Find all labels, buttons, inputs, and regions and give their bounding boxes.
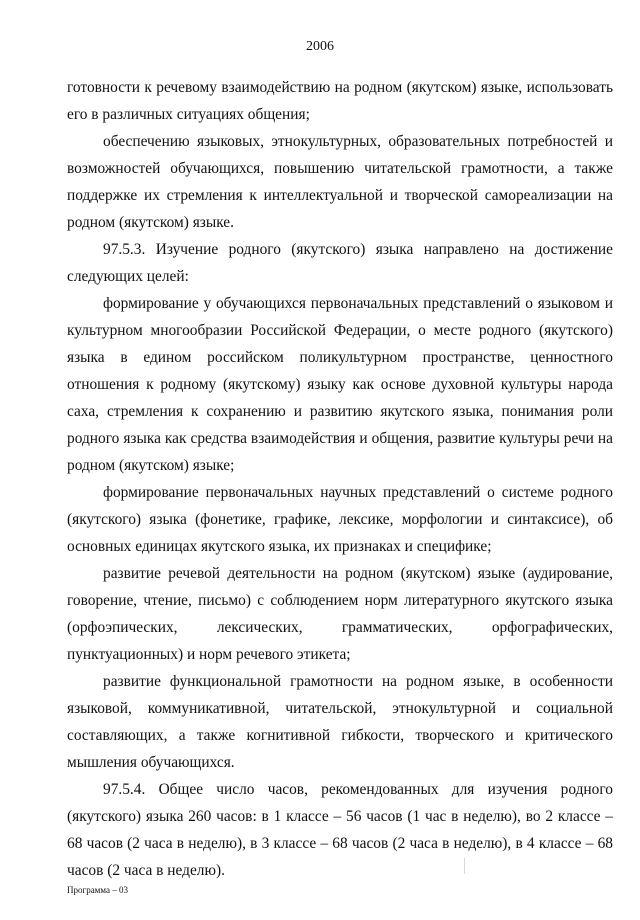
document-body [67, 74, 613, 884]
paragraph-goal-functional-literacy: развитие функциональной грамотности на родном языке, в особенности языковой, коммуникативной, читательской, этнокультурной и социальной составляющих, а также когнитивной гибкости, творческого и критического мышления обучающихся. [67, 673, 613, 771]
paragraph-section-97-5-3: 97.5.3. Изучение родного (якутского) языка направлено на достижение следующих целей: [67, 241, 613, 285]
page-footer: Программа – 03 [67, 885, 129, 895]
paragraph-goal-scientific-ideas: формирование первоначальных научных представлений о системе родного (якутского) языка (фонетике, графике, лексике, морфологии и синтаксисе), об основных единицах якутского языка, их признаках и специфике; [67, 484, 613, 555]
paragraph-provision: обеспечению языковых, этнокультурных, образовательных потребностей и возможностей обучающихся, повышению читательской грамотности, а также поддержке их стремления к интеллектуальной и творческой самореализации на родном (якутском) языке. [67, 133, 613, 231]
paragraph-readiness: готовности к речевому взаимодействию на родном (якутском) языке, использовать его в различных ситуациях общения; [67, 79, 613, 123]
paragraph-goal-initial-ideas: формирование у обучающихся первоначальных представлений о языковом и культурном многообразии Российской Федерации, о месте родного (якутского) языка в едином российском поликультурном пространстве, ценностного отношения к родному (якутскому) языку как основе духовной культуры народа саха, стремления к сохранению и развитию якутского языка, понимания роли родного языка как средства взаимодействия и общения, развитие культуры речи на родном (якутском) языке; [67, 295, 613, 474]
scan-artifact [464, 858, 469, 874]
paragraph-section-97-5-4: 97.5.4. Общее число часов, рекомендованных для изучения родного (якутского) языка 260 часов: в 1 классе – 56 часов (1 час в неделю), во 2 классе – 68 часов (2 часа в неделю), в 3 классе – 68 часов (2 часа в неделю), в 4 классе – 68 часов (2 часа в неделю). [67, 781, 613, 879]
paragraph-goal-speech-activity: развитие речевой деятельности на родном (якутском) языке (аудирование, говорение, чтение, письмо) с соблюдением норм литературного якутского языка (орфоэпических, лексических, грамматических, орфографических, пунктуационных) и норм речевого этикета; [67, 565, 613, 663]
page-number: 2006 [306, 39, 334, 54]
